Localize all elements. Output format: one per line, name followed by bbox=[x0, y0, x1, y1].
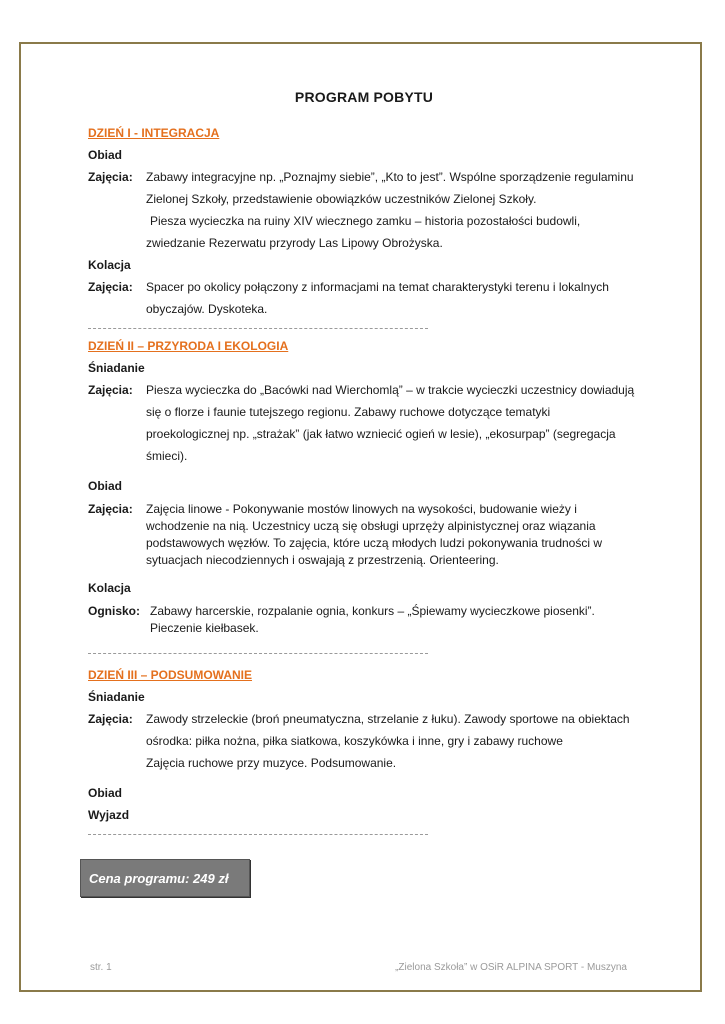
page-title: PROGRAM POBYTU bbox=[294, 89, 434, 105]
dashed-separator bbox=[88, 834, 428, 835]
footer-page-number: str. 1 bbox=[90, 962, 112, 973]
activity-text bbox=[146, 276, 640, 320]
activity-line: Zajęcia linowe - Pokonywanie mostów linowych na wysokości, budowanie wieży i bbox=[146, 502, 577, 516]
meal-label: Kolacja bbox=[88, 258, 131, 272]
day-2-title: DZIEŃ II – PRZYRODA I EKOLOGIA bbox=[88, 339, 289, 353]
activity-line: ośrodka: piłka nożna, piłka siatkowa, koszykówka i inne, gry i zabawy ruchowe bbox=[146, 734, 563, 748]
activity-label: Ognisko: bbox=[88, 604, 141, 618]
activity-line: Pieczenie kiełbasek. bbox=[150, 621, 259, 635]
activity-label: Zajęcia: bbox=[88, 280, 133, 294]
day-1-title: DZIEŃ I - INTEGRACJA bbox=[88, 126, 220, 140]
activity-line: Zajęcia ruchowe przy muzyce. Podsumowanie. bbox=[146, 756, 397, 770]
activity-line: podstawowych węzłów. To zajęcia, które uczą młodych ludzi pokonywania trudności w bbox=[146, 536, 603, 550]
meal-label: Śniadanie bbox=[88, 690, 145, 704]
activity-text bbox=[146, 708, 640, 774]
meal-label: Obiad bbox=[88, 786, 123, 800]
activity-text bbox=[146, 603, 640, 637]
activity-text bbox=[146, 166, 640, 254]
activity-label: Zajęcia: bbox=[88, 502, 133, 516]
activity-block bbox=[88, 379, 640, 467]
dashed-separator bbox=[88, 328, 428, 329]
activity-block bbox=[88, 603, 640, 637]
day-1-section bbox=[88, 122, 640, 320]
activity-line: wchodzenie na nią. Uczestnicy uczą się obsługi uprzęży alpinistycznej oraz wiązania bbox=[146, 519, 596, 533]
activity-line: się o florze i faunie tutejszego regionu. Zabawy ruchowe dotyczące tematyki bbox=[146, 405, 551, 419]
activity-line: Zabawy integracyjne np. „Poznajmy siebie”, „Kto to jest”. Wspólne sporządzenie regulaminu bbox=[146, 170, 634, 184]
activity-line: Zawody strzeleckie (broń pneumatyczna, strzelanie z łuku). Zawody sportowe na obiektach bbox=[146, 712, 630, 726]
activity-line: Piesza wycieczka do „Bacówki nad Wierchomlą” – w trakcie wycieczki uczestnicy dowiadują bbox=[146, 383, 635, 397]
activity-line: Spacer po okolicy połączony z informacjami na temat charakterystyki terenu i lokalnych bbox=[146, 280, 609, 294]
activity-line: Piesza wycieczka na ruiny XIV wiecznego zamku – historia pozostałości budowli, bbox=[150, 214, 581, 228]
activity-text bbox=[146, 379, 640, 467]
activity-block bbox=[88, 276, 640, 320]
meal-label: Śniadanie bbox=[88, 361, 145, 375]
activity-block bbox=[88, 166, 640, 254]
activity-line: Zabawy harcerskie, rozpalanie ognia, konkurs – „Śpiewamy wycieczkowe piosenki”. bbox=[150, 604, 595, 618]
meal-label: Obiad bbox=[88, 479, 123, 493]
activity-line: obyczajów. Dyskoteka. bbox=[146, 302, 268, 316]
price-box: Cena programu: 249 zł bbox=[80, 859, 250, 897]
activity-text bbox=[146, 501, 640, 569]
activity-line: sytuacjach niecodziennych i oswajają z przestrzenią. Orienteering. bbox=[146, 553, 499, 567]
meal-label: Obiad bbox=[88, 148, 123, 162]
activity-line: Zielonej Szkoły, przedstawienie obowiązków uczestników Zielonej Szkoły. bbox=[146, 192, 537, 206]
document-body bbox=[88, 80, 640, 841]
activity-label: Zajęcia: bbox=[88, 383, 133, 397]
activity-line: proekologicznej np. „strażak” (jak łatwo wzniecić ogień w lesie), „ekosurpap” (segregacja bbox=[146, 427, 616, 441]
day-3-title: DZIEŃ III – PODSUMOWANIE bbox=[88, 668, 253, 682]
activity-label: Zajęcia: bbox=[88, 712, 133, 726]
activity-line: śmieci). bbox=[146, 449, 188, 463]
meal-label: Kolacja bbox=[88, 581, 131, 595]
activity-label: Zajęcia: bbox=[88, 170, 133, 184]
activity-line: zwiedzanie Rezerwatu przyrody Las Lipowy Obrożyska. bbox=[146, 236, 443, 250]
meal-label: Wyjazd bbox=[88, 808, 130, 822]
day-2-section bbox=[88, 335, 640, 637]
footer-source: „Zielona Szkoła” w OSiR ALPINA SPORT - Muszyna bbox=[395, 962, 627, 973]
day-3-section bbox=[88, 664, 640, 826]
activity-block bbox=[88, 501, 640, 569]
dashed-separator bbox=[88, 653, 428, 654]
activity-block bbox=[88, 708, 640, 774]
